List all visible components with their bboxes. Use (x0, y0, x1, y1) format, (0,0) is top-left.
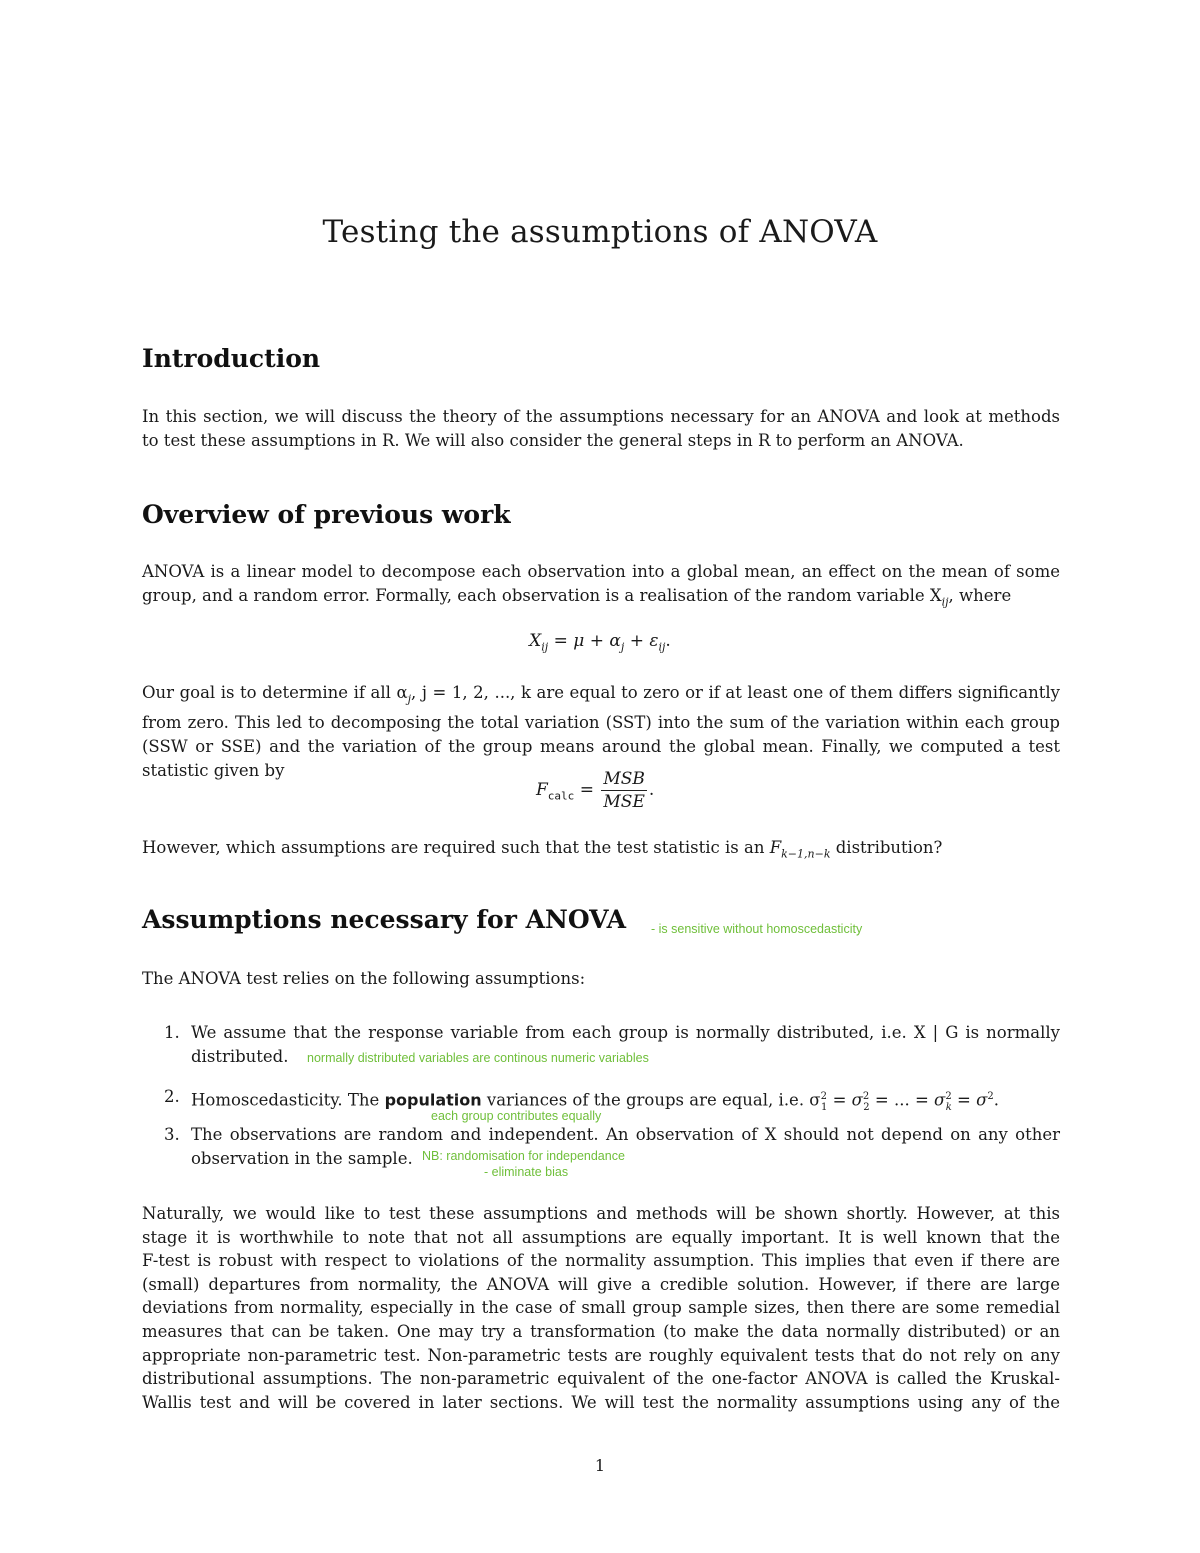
overview-line-2: group, and a random error. Formally, each observation is a realisation of the random variable $X_{ij}$, where (142, 586, 1012, 609)
overview-paragraph-3 (142, 836, 1060, 866)
item1-line2: distributed. (191, 1047, 289, 1066)
closing-line: measures that can be taken. One may try a transformation (to make the data normally distributed) or an (142, 1321, 1060, 1341)
handwritten-note-item1: normally distributed variables are continous numeric variables (307, 1051, 649, 1065)
closing-line: Naturally, we would like to test these assumptions and methods will be shown shortly. However, at this (142, 1204, 1060, 1223)
page-number: 1 (594, 1456, 606, 1475)
heading-introduction: Introduction (142, 344, 321, 373)
item1-line1: We assume that the response variable from each group is normally distributed, i.e. X | G is normally (191, 1023, 1060, 1042)
overview-p2-line-3: (SSW or SSE) and the variation of the group means around the global mean. Finally, we computed a test (142, 737, 1060, 757)
overview-p2-line-1: Our goal is to determine if all $\alpha_j$, j = 1, 2, ..., k are equal to zero or if at least one of them differs significantly (142, 683, 1060, 706)
overview-p3-line: However, which assumptions are required such that the test statistic is an $F_{k-1,n-k}$ distribution? (142, 838, 943, 861)
intro-line-2: to test these assumptions in R. We will also consider the general steps in R to perform an ANOVA. (142, 431, 964, 450)
overview-p2-line-2: from zero. This led to decomposing the total variation (SST) into the sum of the variation within each group (142, 713, 1060, 733)
handwritten-note-item2: each group contributes equally (431, 1109, 602, 1123)
item2-text-bold: population (384, 1090, 482, 1110)
overview-line-2-text: group, and a random error. Formally, each observation is a realisation of the random variable X (142, 586, 942, 605)
f-fraction (601, 768, 647, 813)
overview-p2-line-1a: Our goal is to determine if all α (142, 683, 408, 702)
handwritten-note-item3a: NB: randomisation for independance (422, 1149, 625, 1163)
overview-p2-line-1b: , j = 1, 2, ..., k are equal to zero or if at least one of them differs significantly (411, 683, 1060, 702)
overview-p2-line-4: statistic given by (142, 761, 285, 781)
item3-line1: The observations are random and independent. An observation of X should not depend on any other (191, 1125, 1060, 1144)
overview-p3-b: distribution? (830, 838, 943, 857)
item2-text-c: variances of the groups are equal, i.e. σ (481, 1090, 821, 1110)
closing-line: deviations from normality, especially in the case of small group sample sizes, then there are some remedial (142, 1298, 1060, 1318)
overview-paragraph-1 (142, 560, 1060, 614)
closing-line: (small) departures from normality, the ANOVA will give a credible solution. However, if there are large (142, 1274, 1060, 1294)
heading-overview: Overview of previous work (142, 500, 511, 529)
list-number: 3. (164, 1125, 180, 1144)
item2-text-a: Homoscedasticity. The (191, 1090, 385, 1110)
closing-line: stage it is worthwhile to note that not all assumptions are equally important. It is well known that the (142, 1227, 1060, 1247)
fraction-denominator: MSE (603, 792, 645, 812)
f-statistic-equation: $F_{calc}$ = $\frac{\text{MSB}}{\text{MSE}}$ . (536, 769, 655, 812)
handwritten-note-heading: - is sensitive without homoscedasticity (651, 922, 863, 936)
assumptions-intro-line: The ANOVA test relies on the following assumptions: (142, 969, 586, 988)
closing-paragraph (142, 1202, 1060, 1414)
closing-line: distributional assumptions. The non-parametric equivalent of the one-factor ANOVA is called the Kruskal- (142, 1369, 1060, 1389)
assumptions-intro (142, 967, 1060, 991)
heading-assumptions: Assumptions necessary for ANOVA (142, 905, 627, 934)
handwritten-note-item3b: - eliminate bias (484, 1165, 569, 1179)
document-title: Testing the assumptions of ANOVA (322, 214, 878, 250)
list-number: 2. (164, 1087, 180, 1106)
overview-line-2-end: , where (948, 586, 1012, 605)
item3-line2: observation in the sample. (191, 1149, 413, 1168)
closing-line: appropriate non-parametric test. Non-parametric tests are roughly equivalent tests that do not rely on any (142, 1345, 1060, 1365)
closing-line: Wallis test and will be covered in later sections. We will test the normality assumptions using any of the (142, 1392, 1060, 1412)
list-number: 1. (164, 1023, 180, 1042)
closing-line: F-test is robust with respect to violations of the normality assumption. This implies that even if there are (142, 1251, 1060, 1271)
overview-line-1: ANOVA is a linear model to decompose each observation into a global mean, an effect on the mean of some (142, 562, 1060, 581)
model-equation: $X_{ij} = \mu + \alpha_j + \varepsilon_{ij}$. (529, 631, 671, 654)
intro-paragraph (142, 405, 1060, 453)
fraction-numerator: MSB (603, 769, 645, 789)
intro-line-1: In this section, we will discuss the theory of the assumptions necessary for an ANOVA and look at methods (142, 407, 1060, 426)
eq-x: X (529, 631, 542, 651)
overview-p3-a: However, which assumptions are required such that the test statistic is an (142, 838, 770, 857)
